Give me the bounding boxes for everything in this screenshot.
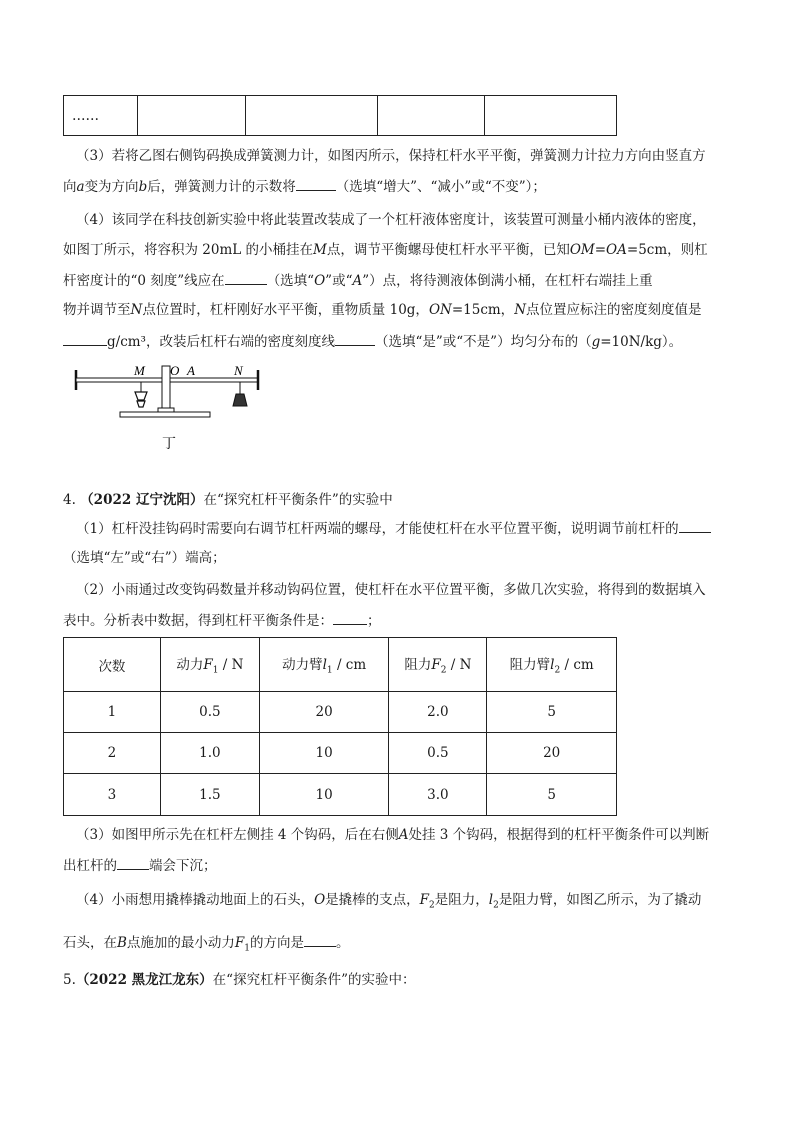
table-cell: 1.0 <box>160 733 259 774</box>
table-cell <box>245 96 377 136</box>
table-cell: 2 <box>64 733 161 774</box>
answer-blank[interactable] <box>335 331 375 346</box>
p4-s1-line-2: （选填“左”或“右”）端高； <box>63 550 226 566</box>
table-row <box>64 733 617 774</box>
table-cell: 10 <box>259 774 389 816</box>
table-cell: 3 <box>64 774 161 816</box>
table-cell: 20 <box>487 733 617 774</box>
q4-line-1: （4）该同学在科技创新实验中将此装置改装成了一个杠杆液体密度计，该装置可测量小桶内液体的密度， <box>76 212 706 228</box>
answer-blank[interactable] <box>304 932 336 947</box>
table-cell: 1 <box>64 692 161 733</box>
table-cell: 10 <box>259 733 389 774</box>
q3-line-2: 向a变为方向b后，弹簧测力计的示数将 （选填“增大”、“减小”或“不变”）； <box>63 176 546 197</box>
table-cell: 3.0 <box>389 774 487 816</box>
p4-s4-line-2: 石头，在B点施加的最小动力$F_1$的方向是 。 <box>63 932 350 959</box>
q4-line-4: 物并调节至N点位置时，杠杆刚好水平平衡，重物质量 10g，ON=15cm，N点位置应标注的密度刻度值是 <box>63 302 702 318</box>
p4-s4-line-1: （4）小雨想用撬棒撬动地面上的石头，O是撬棒的支点，$F_2$是阻力，$l_2$是阻力臂，如图乙所示，为了撬动 <box>76 892 702 911</box>
table-cell <box>377 96 485 136</box>
table-row <box>64 774 617 816</box>
table-cell: 0.5 <box>389 733 487 774</box>
continued-table <box>63 95 617 136</box>
q4-line-2: 如图丁所示，将容积为 20mL 的小桶挂在M点，调节平衡螺母使杠杆水平平衡，已知OM=OA=5cm，则杠 <box>63 242 708 258</box>
figure-caption: 丁 <box>162 436 176 452</box>
table-cell: 5 <box>487 692 617 733</box>
lever-density-meter-figure <box>70 362 270 454</box>
p4-s3-line-2: 出杠杆的 端会下沉； <box>63 855 217 876</box>
answer-blank[interactable] <box>63 331 107 346</box>
q4-line-3: 杆密度计的“0 刻度”线应在 （选填“O”或“A”）点，将待测液体倒满小桶，在杠杆右端挂上重 <box>63 270 653 291</box>
p4-s3-line-1: （3）如图甲所示先在杠杆左侧挂 4 个钩码，后在右侧A处挂 3 个钩码，根据得到的杠杆平衡条件可以判断 <box>76 827 710 843</box>
table-cell: 5 <box>487 774 617 816</box>
table-cell: …… <box>64 96 138 136</box>
answer-blank[interactable] <box>333 610 367 625</box>
table-cell <box>485 96 617 136</box>
table-cell: 20 <box>259 692 389 733</box>
data-table <box>63 637 617 816</box>
answer-blank[interactable] <box>296 176 336 191</box>
label-O: O <box>170 363 180 378</box>
q3-line-1: （3）若将乙图右侧钩码换成弹簧测力计，如图丙所示，保持杠杆水平平衡，弹簧测力计拉力方向由竖直方 <box>76 148 706 164</box>
p4-s1-line-1: （1）杠杆没挂钩码时需要向右调节杠杆两端的螺母，才能使杠杆在水平位置平衡，说明调节前杠杆的 <box>76 518 711 539</box>
label-N: N <box>234 363 243 378</box>
table-cell <box>138 96 246 136</box>
label-M: M <box>134 363 145 378</box>
table-cell: 2.0 <box>389 692 487 733</box>
header-cell: 动力臂$l_1$ / cm <box>259 638 389 692</box>
p4-s2-line-1: （2）小雨通过改变钩码数量并移动钩码位置，使杠杆在水平位置平衡，多做几次实验，将得到的数据填入 <box>76 582 706 598</box>
header-cell: 动力$F_1$ / N <box>160 638 259 692</box>
table-cell: 1.5 <box>160 774 259 816</box>
header-cell: 阻力臂$l_2$ / cm <box>487 638 617 692</box>
table-row <box>64 692 617 733</box>
table-header-row <box>64 638 617 692</box>
p4-s2-line-2: 表中。分析表中数据，得到杠杆平衡条件是： ； <box>63 610 381 631</box>
answer-blank[interactable] <box>679 518 711 533</box>
problem-5-title: 5.（2022 黑龙江龙东）在“探究杠杆平衡条件”的实验中： <box>63 972 416 988</box>
header-cell: 次数 <box>64 638 161 692</box>
problem-4-title: 4. （2022 辽宁沈阳）在“探究杠杆平衡条件”的实验中 <box>63 492 393 508</box>
label-A: A <box>187 363 195 378</box>
header-cell: 阻力$F_2$ / N <box>389 638 487 692</box>
answer-blank[interactable] <box>225 270 267 285</box>
q4-line-5: g/cm³，改装后杠杆右端的密度刻度线 （选填“是”或“不是”）均匀分布的（g=10N/kg）。 <box>63 331 682 352</box>
table-cell: 0.5 <box>160 692 259 733</box>
answer-blank[interactable] <box>117 855 149 870</box>
